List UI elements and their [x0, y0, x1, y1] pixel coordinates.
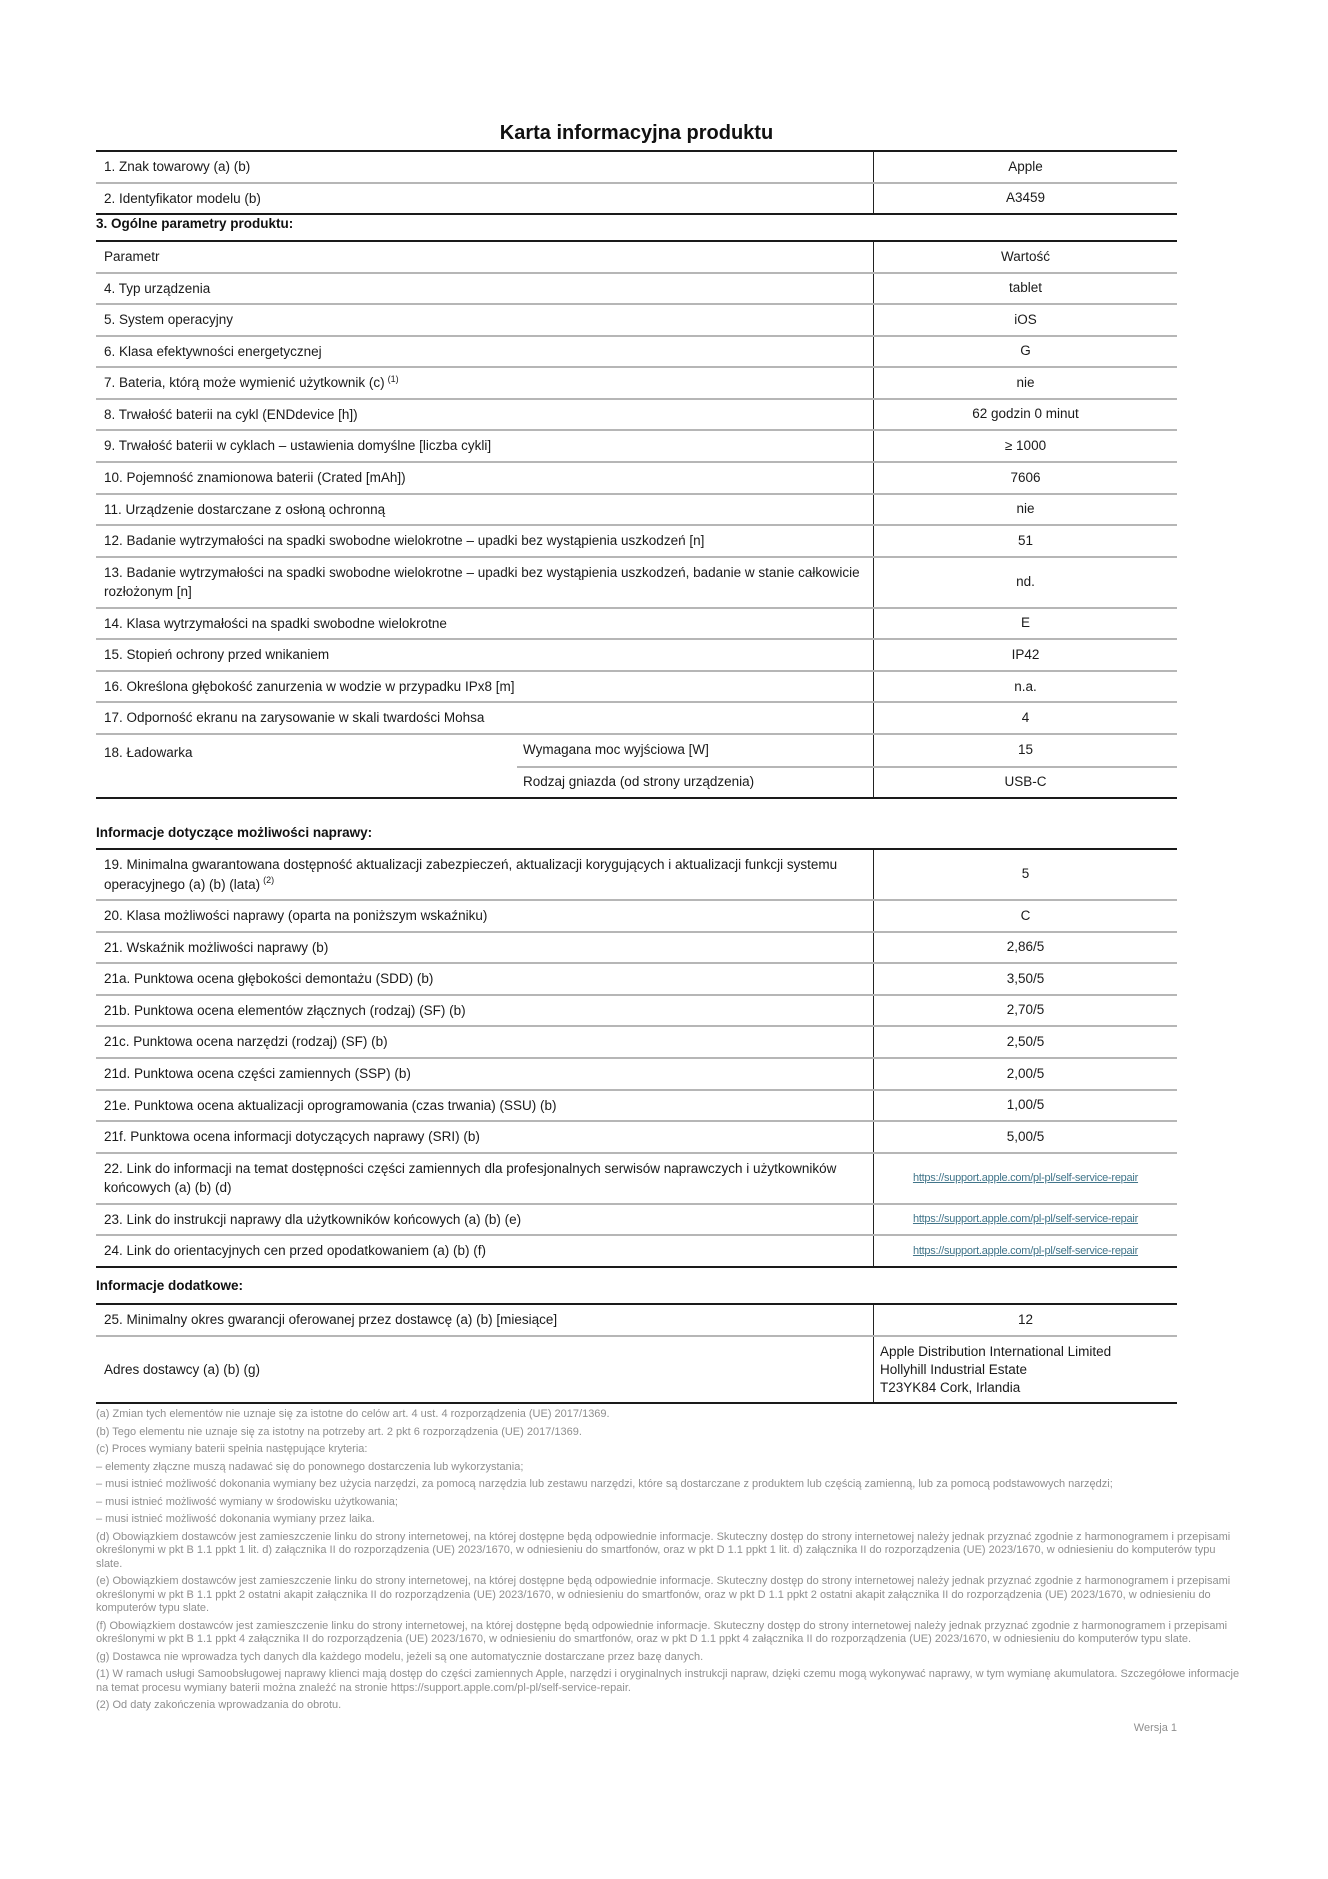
general-parameters-table	[96, 240, 1177, 799]
table-row	[96, 994, 1177, 1026]
footnote: (b) Tego elementu nie uznaje się za istotny na potrzeby art. 2 pkt 6 rozporządzenia (UE) 2017/1369.	[96, 1425, 582, 1438]
row-label: 21a. Punktowa ocena głębokości demontażu (SDD) (b)	[104, 971, 434, 987]
row-label: 11. Urządzenie dostarczane z osłoną ochronną	[104, 501, 386, 517]
row-label: 5. System operacyjny	[104, 312, 234, 328]
footnote: – musi istnieć możliwość dokonania wymiany przez laika.	[96, 1513, 375, 1525]
table-row	[96, 398, 1177, 430]
table-row	[96, 899, 1177, 931]
charger-subrow	[517, 766, 1177, 797]
table-row	[96, 670, 1177, 702]
footnote: (e) Obowiązkiem dostawców jest zamieszczenie linku do strony internetowej, na której dostępne będą odpowiednie informacje. Skuteczny dostęp do strony internetowej należy jednak przyznać zgodnie z harmonogramem i przepisami określonymi w pkt B 1.1 ppkt 2 ostatni akapit załącznika II do rozporządzenia (UE) 2023/1670, w odniesieniu do smartfonów, oraz w pkt D 1.1 ppkt 2 ostatni akapit załącznika II do rozporządzenia (UE) 2023/1670, w odniesieniu do komputerów typu slate.	[96, 1575, 1231, 1614]
table-row	[96, 152, 1177, 182]
row-label-text: 19. Minimalna gwarantowana dostępność aktualizacji zabezpieczeń, aktualizacji korygujących i aktualizacji funkcji systemu operacyjnego (a) (b) (lata)	[104, 857, 838, 892]
row-label: 6. Klasa efektywności energetycznej	[104, 343, 322, 359]
row-label: 13. Badanie wytrzymałości na spadki swobodne wielokrotne – upadki bez wystąpienia uszkodzeń, badanie w stanie całkowicie rozłożonym [n]	[104, 564, 860, 600]
row-value: 1,00/5	[873, 1091, 1177, 1121]
row-label: 21. Wskaźnik możliwości naprawy (b)	[104, 939, 329, 955]
self-service-repair-link[interactable]: https://support.apple.com/pl-pl/self-service-repair	[912, 1244, 1139, 1257]
table-row	[96, 1089, 1177, 1121]
row-value: tablet	[873, 274, 1177, 304]
row-value	[873, 1154, 1177, 1203]
footnote: (c) Proces wymiany baterii spełnia następujące kryteria:	[96, 1443, 368, 1455]
row-label: 20. Klasa możliwości naprawy (oparta na poniższym wskaźniku)	[104, 908, 488, 924]
row-label: 25. Minimalny okres gwarancji oferowanej przez dostawcę (a) (b) [miesiące]	[104, 1312, 558, 1328]
table-row	[96, 1305, 1177, 1335]
table-row	[96, 962, 1177, 994]
row-value: 12	[873, 1305, 1177, 1335]
row-label: 17. Odporność ekranu na zarysowanie w skali twardości Mohsa	[104, 710, 485, 726]
row-label: 8. Trwałość baterii na cykl (ENDdevice [h])	[104, 406, 358, 422]
self-service-repair-link[interactable]: https://support.apple.com/pl-pl/self-service-repair	[912, 1171, 1139, 1184]
page-title: Karta informacyjna produktu	[499, 122, 774, 144]
row-value: 2,70/5	[873, 996, 1177, 1026]
table-row	[96, 556, 1177, 607]
subrow-label: Rodzaj gniazda (od strony urządzenia)	[523, 774, 755, 790]
row-value: n.a.	[873, 672, 1177, 702]
table-row	[96, 1120, 1177, 1152]
footnote-superscript: (1)	[387, 373, 399, 384]
row-label: 21f. Punktowa ocena informacji dotyczących naprawy (SRI) (b)	[104, 1129, 480, 1145]
row-label: 21c. Punktowa ocena narzędzi (rodzaj) (SF) (b)	[104, 1034, 388, 1050]
footnote-superscript: (2)	[263, 875, 275, 886]
table-row	[96, 429, 1177, 461]
row-value: A3459	[873, 184, 1177, 214]
row-value: 51	[873, 526, 1177, 556]
charger-row	[96, 733, 1177, 797]
row-label: 22. Link do informacji na temat dostępności części zamiennych dla profesjonalnych serwisów naprawczych i użytkowników końcowych (a) (b) (d)	[104, 1160, 837, 1196]
table-row	[96, 1203, 1177, 1235]
table-row	[96, 461, 1177, 493]
row-value: 2,50/5	[873, 1027, 1177, 1057]
table-row	[96, 850, 1177, 899]
row-label: Adres dostawcy (a) (b) (g)	[104, 1361, 261, 1377]
row-label: 9. Trwałość baterii w cyklach – ustawienia domyślne [liczba cykli]	[104, 438, 492, 454]
row-value	[873, 1205, 1177, 1235]
supplier-address	[873, 1337, 1177, 1402]
row-label: 24. Link do orientacyjnych cen przed opodatkowaniem (a) (b) (f)	[104, 1243, 486, 1259]
subrow-value: 15	[873, 735, 1177, 766]
row-label: 21e. Punktowa ocena aktualizacji oprogramowania (czas trwania) (SSU) (b)	[104, 1097, 557, 1113]
section-heading-repair: Informacje dotyczące możliwości naprawy:	[96, 825, 373, 840]
row-value: 5	[873, 850, 1177, 899]
row-value: E	[873, 609, 1177, 639]
row-value: 62 godzin 0 minut	[873, 400, 1177, 430]
supplier-address-row	[96, 1335, 1177, 1402]
supplier-address-line: Hollyhill Industrial Estate	[880, 1361, 1028, 1377]
column-header-wartosc: Wartość	[873, 242, 1177, 272]
footnotes-block	[96, 1408, 1240, 1717]
table-row	[96, 1025, 1177, 1057]
table-header-row	[96, 242, 1177, 272]
table-row	[96, 366, 1177, 398]
row-label: 4. Typ urządzenia	[104, 280, 211, 296]
table-row	[96, 1234, 1177, 1266]
footnote: – elementy złączne muszą nadawać się do ponownego dostarczenia lub wykorzystania;	[96, 1460, 524, 1473]
subrow-label: Wymagana moc wyjściowa [W]	[523, 742, 709, 758]
footnote: (2) Od daty zakończenia wprowadzania do obrotu.	[96, 1699, 342, 1711]
row-label-text: 7. Bateria, którą może wymienić użytkownik (c)	[104, 375, 385, 391]
footnote: (a) Zmian tych elementów nie uznaje się za istotne do celów art. 4 ust. 4 rozporządzenia (UE) 2017/1369.	[96, 1408, 610, 1420]
footnote: – musi istnieć możliwość dokonania wymiany bez użycia narzędzi, za pomocą narzędzia lub zestawu narzędzi, które są dostarczane z produktem lub częścią zamienną, lub za pomocą podstawowych narzędzi;	[96, 1478, 1113, 1490]
charger-subtable	[517, 735, 1177, 797]
footnote: (1) W ramach usługi Samoobsługowej naprawy klienci mają dostęp do części zamiennych Apple, narzędzi i oryginalnych instrukcji napraw, dzięki czemu mogą wykonywać naprawy, w tym wymianę akumulatora. Szczegółowe informacje na temat procesu wymiany baterii można znaleźć na stronie https://support.apple.com/pl-pl/self-service-repair.	[96, 1668, 1240, 1694]
row-value: nd.	[873, 558, 1177, 607]
table-row	[96, 607, 1177, 639]
self-service-repair-link[interactable]: https://support.apple.com/pl-pl/self-service-repair	[912, 1213, 1139, 1226]
table-row	[96, 701, 1177, 733]
row-label: 21d. Punktowa ocena części zamiennych (SSP) (b)	[104, 1065, 411, 1081]
table-row	[96, 524, 1177, 556]
table-row	[96, 1152, 1177, 1203]
footnote: (d) Obowiązkiem dostawców jest zamieszczenie linku do strony internetowej, na której dostępne będą odpowiednie informacje. Skuteczny dostęp do strony internetowej należy jednak przyznać zgodnie z harmonogramem i przepisami określonymi w pkt B 1.1 ppkt 1 lit. d) załącznika II do rozporządzenia (UE) 2023/1670, w odniesieniu do smartfonów, oraz w pkt D 1.1 ppkt 1 lit. d) załącznika II do rozporządzenia (UE) 2023/1670, w odniesieniu do komputerów typu slate.	[96, 1530, 1231, 1570]
column-header-parametr: Parametr	[104, 249, 160, 264]
row-value: 5,00/5	[873, 1122, 1177, 1152]
subrow-value: USB-C	[873, 768, 1177, 797]
row-value: G	[873, 337, 1177, 367]
supplier-address-line: Apple Distribution International Limited	[880, 1344, 1112, 1359]
table-row	[96, 1057, 1177, 1089]
row-label	[96, 850, 873, 899]
row-value: 2,86/5	[873, 933, 1177, 963]
row-value: 4	[873, 703, 1177, 733]
table-row	[96, 303, 1177, 335]
row-label: 23. Link do instrukcji naprawy dla użytkowników końcowych (a) (b) (e)	[104, 1211, 522, 1227]
row-value: Apple	[873, 152, 1177, 182]
table-row	[96, 493, 1177, 525]
row-value: nie	[873, 368, 1177, 398]
table-row	[96, 272, 1177, 304]
table-row	[96, 182, 1177, 214]
row-label: 2. Identyfikator modelu (b)	[104, 190, 261, 206]
table-row	[96, 931, 1177, 963]
table-row	[96, 638, 1177, 670]
row-value: 3,50/5	[873, 964, 1177, 994]
footnote: – musi istnieć możliwość wymiany w środowisku użytkowania;	[96, 1495, 398, 1508]
section-heading-additional: Informacje dodatkowe:	[96, 1278, 244, 1293]
row-value: IP42	[873, 640, 1177, 670]
version-label: Wersja 1	[1133, 1722, 1177, 1734]
row-value: 7606	[873, 463, 1177, 493]
row-label: 1. Znak towarowy (a) (b)	[104, 159, 251, 174]
charger-subrow	[517, 735, 1177, 766]
row-value	[873, 1236, 1177, 1266]
row-value: 2,00/5	[873, 1059, 1177, 1089]
row-label: 18. Ładowarka	[104, 745, 193, 760]
additional-info-table	[96, 1303, 1177, 1404]
row-value: ≥ 1000	[873, 431, 1177, 461]
row-label: 10. Pojemność znamionowa baterii (Crated [mAh])	[104, 469, 406, 485]
row-label: 21b. Punktowa ocena elementów złącznych (rodzaj) (SF) (b)	[104, 1002, 466, 1018]
row-label: 16. Określona głębokość zanurzenia w wodzie w przypadku IPx8 [m]	[104, 678, 515, 694]
identification-table	[96, 150, 1177, 215]
row-value: C	[873, 901, 1177, 931]
footnote: (g) Dostawca nie wprowadza tych danych dla każdego modelu, jeżeli są one automatycznie dostarczane przez bazę danych.	[96, 1650, 704, 1663]
table-row	[96, 335, 1177, 367]
footnote: (f) Obowiązkiem dostawców jest zamieszczenie linku do strony internetowej, na której dostępne będą odpowiednie informacje. Skuteczny dostęp do strony internetowej należy jednak przyznać zgodnie z harmonogramem i przepisami określonymi w pkt B 1.1 ppkt 4 załącznika II do rozporządzenia (UE) 2023/1670, w odniesieniu do smartfonów, oraz w pkt D 1.1 ppkt 4 załącznika II do rozporządzenia (UE) 2023/1670, w odniesieniu do komputerów typu slate.	[96, 1619, 1228, 1645]
row-value: nie	[873, 495, 1177, 525]
supplier-address-line: T23YK84 Cork, Irlandia	[880, 1379, 1021, 1395]
row-label: 15. Stopień ochrony przed wnikaniem	[104, 647, 330, 663]
repair-table	[96, 848, 1177, 1268]
row-label: 14. Klasa wytrzymałości na spadki swobodne wielokrotne	[104, 615, 447, 631]
row-label	[96, 368, 873, 398]
section-heading-general: 3. Ogólne parametry produktu:	[96, 216, 294, 231]
row-label: 12. Badanie wytrzymałości na spadki swobodne wielokrotne – upadki bez wystąpienia uszkodzeń [n]	[104, 533, 705, 549]
row-value: iOS	[873, 305, 1177, 335]
